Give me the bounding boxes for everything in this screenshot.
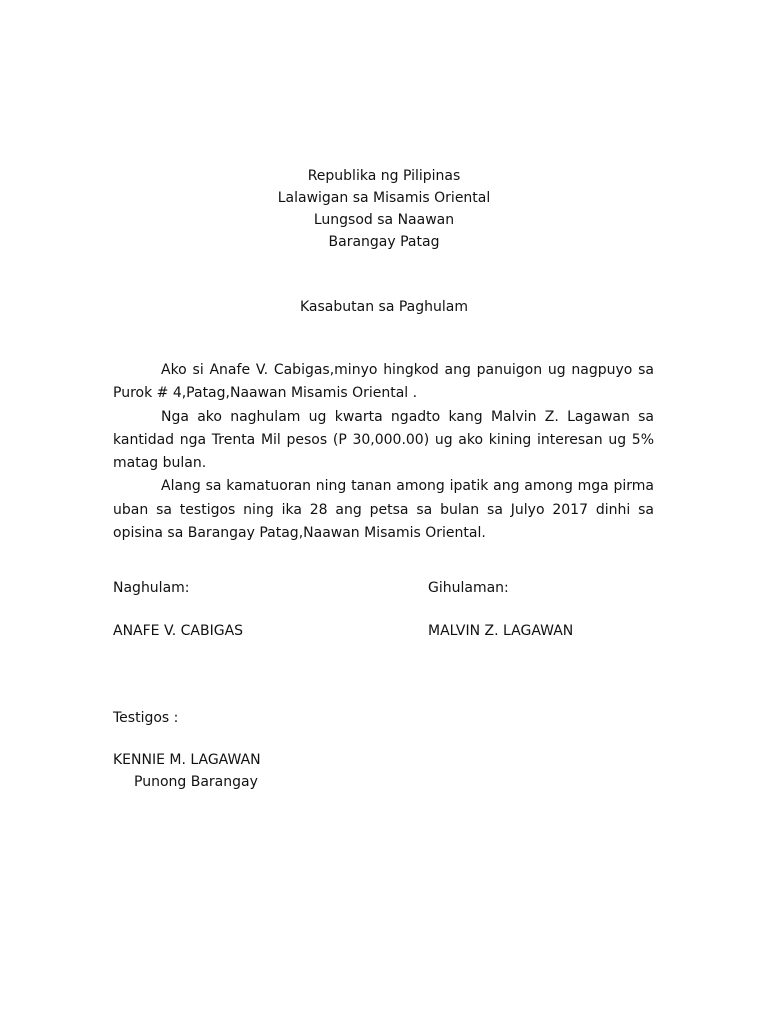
witness-title: Punong Barangay (134, 774, 258, 790)
header-line-province: Lalawigan sa Misamis Oriental (277, 190, 491, 206)
header-line-country: Republika ng Pilipinas (307, 168, 461, 184)
lender-label: Gihulaman: (428, 580, 509, 596)
header-line-barangay: Barangay Patag (328, 234, 440, 250)
body-paragraph-identity: Ako si Anafe V. Cabigas,minyo hingkod ang panuigon ug nagpuyo sa Purok # 4,Patag,Naawan Misamis Oriental . (113, 362, 654, 402)
borrower-name: ANAFE V. CABIGAS (113, 623, 244, 639)
body-paragraph-attestation: Alang sa kamatuoran ning tanan among ipatik ang among mga pirma uban sa testigos ning ika 28 ang petsa sa bulan sa Julyo 2017 dinhi sa opisina sa Barangay Patag,Naawan Misamis Oriental. (113, 478, 654, 542)
witness-name: KENNIE M. LAGAWAN (113, 752, 261, 768)
witness-label: Testigos : (113, 710, 179, 726)
header-line-municipality: Lungsod sa Naawan (313, 212, 455, 228)
document-title: Kasabutan sa Paghulam (300, 299, 468, 315)
body-paragraph-loan: Nga ako naghulam ug kwarta ngadto kang Malvin Z. Lagawan sa kantidad nga Trenta Mil pesos (P 30,000.00) ug ako kining interesan ug 5% matag bulan. (113, 408, 654, 472)
document-header (0, 165, 768, 253)
borrower-label: Naghulam: (113, 580, 190, 596)
lender-name: MALVIN Z. LAGAWAN (428, 623, 574, 639)
document-body (113, 359, 654, 545)
